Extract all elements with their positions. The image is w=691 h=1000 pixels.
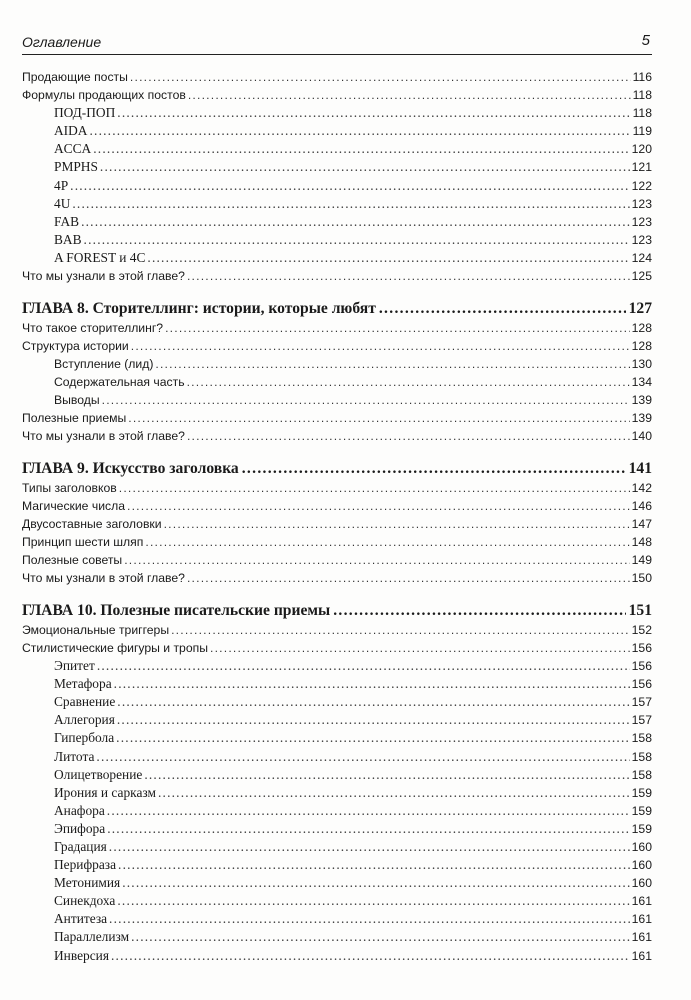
toc-subentry[interactable] bbox=[22, 104, 652, 122]
toc-entry-page: 122 bbox=[631, 178, 652, 193]
dot-leader bbox=[164, 515, 630, 533]
toc-entry-page: 139 bbox=[631, 393, 652, 407]
table-of-contents bbox=[22, 68, 652, 965]
dot-leader bbox=[130, 68, 631, 86]
toc-entry-title: ГЛАВА 8. Сторителлинг: истории, которые любят bbox=[22, 299, 376, 317]
toc-entry[interactable] bbox=[22, 479, 652, 497]
dot-leader bbox=[131, 928, 630, 946]
toc-entry-title: AIDA bbox=[54, 123, 88, 139]
toc-entry-page: 125 bbox=[631, 269, 652, 284]
toc-entry[interactable] bbox=[22, 86, 652, 104]
page-number: 5 bbox=[641, 32, 650, 49]
toc-entry-page: 118 bbox=[632, 88, 652, 103]
toc-entry-page: 156 bbox=[631, 659, 652, 674]
toc-subentry[interactable] bbox=[22, 856, 652, 874]
toc-entry[interactable] bbox=[22, 569, 652, 587]
toc-entry[interactable] bbox=[22, 427, 652, 445]
toc-entry[interactable] bbox=[22, 497, 652, 515]
toc-entry[interactable] bbox=[22, 319, 652, 337]
dot-leader bbox=[144, 766, 629, 784]
toc-entry-title: Магические числа bbox=[22, 498, 125, 513]
dot-leader bbox=[155, 355, 629, 373]
toc-subentry[interactable] bbox=[22, 158, 652, 176]
dot-leader bbox=[145, 533, 629, 551]
toc-entry-title: Метонимия bbox=[54, 875, 121, 891]
toc-chapter[interactable] bbox=[22, 459, 652, 479]
dot-leader bbox=[109, 838, 630, 856]
toc-entry-title: Содержательная часть bbox=[54, 374, 185, 389]
toc-entry-title: Ирония и сарказм bbox=[54, 784, 156, 800]
toc-entry-page: 118 bbox=[632, 106, 652, 121]
toc-chapter[interactable] bbox=[22, 299, 652, 319]
toc-subentry[interactable] bbox=[22, 355, 652, 373]
chapter-spacer bbox=[22, 587, 652, 601]
toc-entry[interactable] bbox=[22, 533, 652, 551]
dot-leader bbox=[117, 693, 629, 711]
toc-entry-title: Гипербола bbox=[54, 730, 115, 746]
dot-leader bbox=[107, 820, 629, 838]
toc-entry-title: Типы заголовков bbox=[22, 480, 117, 495]
dot-leader bbox=[379, 299, 626, 319]
toc-entry-page: 121 bbox=[631, 160, 652, 175]
toc-entry-title: FAB bbox=[54, 213, 80, 229]
dot-leader bbox=[131, 337, 630, 355]
dot-leader bbox=[171, 621, 630, 639]
toc-entry-title: Аллегория bbox=[54, 712, 115, 728]
toc-entry-title: Стилистические фигуры и тропы bbox=[22, 640, 208, 655]
dot-leader bbox=[124, 551, 629, 569]
toc-subentry[interactable] bbox=[22, 748, 652, 766]
toc-subentry[interactable] bbox=[22, 802, 652, 820]
toc-entry-title: Принцип шести шляп bbox=[22, 535, 144, 550]
toc-entry-page: 141 bbox=[628, 459, 652, 477]
toc-entry-page: 120 bbox=[631, 142, 652, 157]
dot-leader bbox=[89, 122, 630, 140]
toc-entry-page: 150 bbox=[631, 571, 652, 586]
toc-entry-page: 159 bbox=[631, 821, 652, 836]
toc-entry-page: 123 bbox=[631, 214, 652, 229]
dot-leader bbox=[96, 748, 629, 766]
toc-entry-page: 148 bbox=[631, 535, 652, 550]
toc-subentry[interactable] bbox=[22, 249, 652, 267]
toc-entry-title: Синекдоха bbox=[54, 893, 116, 909]
toc-entry[interactable] bbox=[22, 267, 652, 285]
toc-subentry[interactable] bbox=[22, 784, 652, 802]
toc-entry-title: Вступление (лид) bbox=[54, 356, 154, 371]
toc-entry-page: 147 bbox=[631, 516, 652, 531]
toc-entry-title: Эпитет bbox=[54, 658, 95, 674]
toc-entry[interactable] bbox=[22, 409, 652, 427]
toc-subentry[interactable] bbox=[22, 213, 652, 231]
toc-subentry[interactable] bbox=[22, 910, 652, 928]
toc-entry-title: Что мы узнали в этой главе? bbox=[22, 571, 185, 586]
toc-chapter[interactable] bbox=[22, 601, 652, 621]
toc-entry-title: Эпифора bbox=[54, 820, 106, 836]
toc-entry-page: 127 bbox=[628, 299, 652, 317]
dot-leader bbox=[109, 910, 630, 928]
dot-leader bbox=[111, 947, 630, 965]
toc-entry-page: 146 bbox=[631, 498, 652, 513]
toc-subentry[interactable] bbox=[22, 838, 652, 856]
toc-subentry[interactable] bbox=[22, 928, 652, 946]
dot-leader bbox=[242, 459, 626, 479]
toc-entry-page: 157 bbox=[631, 695, 652, 710]
toc-subentry[interactable] bbox=[22, 766, 652, 784]
toc-subentry[interactable] bbox=[22, 874, 652, 892]
toc-entry[interactable] bbox=[22, 68, 652, 86]
toc-entry-page: 161 bbox=[631, 894, 652, 909]
dot-leader bbox=[117, 892, 629, 910]
toc-entry-page: 160 bbox=[631, 876, 652, 891]
chapter-spacer bbox=[22, 285, 652, 299]
dot-leader bbox=[187, 569, 630, 587]
toc-subentry[interactable] bbox=[22, 195, 652, 213]
toc-entry-title: Что мы узнали в этой главе? bbox=[22, 269, 185, 284]
toc-entry-title: Что мы узнали в этой главе? bbox=[22, 429, 185, 444]
toc-entry-title: Выводы bbox=[54, 393, 100, 407]
dot-leader bbox=[102, 391, 630, 409]
toc-entry-page: 161 bbox=[631, 930, 652, 945]
dot-leader bbox=[188, 86, 631, 104]
dot-leader bbox=[116, 729, 629, 747]
dot-leader bbox=[117, 104, 630, 122]
toc-subentry[interactable] bbox=[22, 729, 652, 747]
toc-entry-page: 160 bbox=[631, 839, 652, 854]
toc-entry-page: 158 bbox=[631, 767, 652, 782]
toc-entry-page: 156 bbox=[631, 640, 652, 655]
dot-leader bbox=[165, 319, 630, 337]
toc-entry-title: Эмоциональные триггеры bbox=[22, 622, 170, 637]
dot-leader bbox=[147, 249, 629, 267]
dot-leader bbox=[128, 409, 629, 427]
toc-entry-title: Антитеза bbox=[54, 911, 108, 927]
toc-subentry[interactable] bbox=[22, 177, 652, 195]
toc-subentry[interactable] bbox=[22, 140, 652, 158]
toc-entry-page: 160 bbox=[631, 858, 652, 873]
toc-entry-page: 142 bbox=[631, 480, 652, 495]
toc-entry-page: 156 bbox=[631, 677, 652, 692]
dot-leader bbox=[70, 177, 630, 195]
toc-entry-title: Продающие посты bbox=[22, 70, 128, 84]
toc-entry-title: Литота bbox=[54, 748, 95, 764]
dot-leader bbox=[114, 675, 630, 693]
toc-entry-title: Перифраза bbox=[54, 857, 117, 873]
chapter-spacer bbox=[22, 445, 652, 459]
toc-subentry[interactable] bbox=[22, 675, 652, 693]
toc-entry-title: Метафора bbox=[54, 676, 112, 692]
dot-leader bbox=[84, 231, 630, 249]
toc-entry-page: 119 bbox=[632, 124, 652, 139]
toc-subentry[interactable] bbox=[22, 391, 652, 409]
toc-subentry[interactable] bbox=[22, 947, 652, 965]
toc-entry-page: 123 bbox=[631, 196, 652, 211]
toc-entry-page: 159 bbox=[631, 803, 652, 818]
toc-entry-page: 158 bbox=[631, 749, 652, 764]
toc-subentry[interactable] bbox=[22, 657, 652, 675]
toc-entry-page: 123 bbox=[631, 232, 652, 247]
toc-entry[interactable] bbox=[22, 639, 652, 657]
running-header bbox=[22, 32, 652, 55]
toc-entry-title: ГЛАВА 10. Полезные писательские приемы bbox=[22, 601, 331, 619]
toc-entry-page: 139 bbox=[631, 411, 652, 426]
toc-entry-title: ГЛАВА 9. Искусство заголовка bbox=[22, 459, 239, 477]
dot-leader bbox=[118, 856, 630, 874]
dot-leader bbox=[100, 158, 630, 176]
toc-entry[interactable] bbox=[22, 551, 652, 569]
toc-entry-page: 161 bbox=[631, 912, 652, 927]
toc-entry-title: Двусоставные заголовки bbox=[22, 516, 162, 531]
toc-entry-page: 128 bbox=[631, 338, 652, 353]
toc-entry-title: Анафора bbox=[54, 802, 105, 818]
dot-leader bbox=[72, 195, 629, 213]
toc-entry[interactable] bbox=[22, 337, 652, 355]
toc-subentry[interactable] bbox=[22, 711, 652, 729]
toc-entry-title: Олицетворение bbox=[54, 766, 143, 782]
section-title: Оглавление bbox=[22, 34, 102, 50]
dot-leader bbox=[122, 874, 629, 892]
dot-leader bbox=[107, 802, 630, 820]
dot-leader bbox=[187, 373, 630, 391]
toc-entry-title: Полезные приемы bbox=[22, 411, 127, 426]
dot-leader bbox=[119, 479, 630, 497]
toc-entry-title: 4U bbox=[54, 195, 71, 211]
toc-entry-title: Инверсия bbox=[54, 947, 109, 963]
dot-leader bbox=[117, 711, 630, 729]
toc-entry-page: 134 bbox=[631, 374, 652, 389]
toc-entry-title: A FOREST и 4C bbox=[54, 249, 146, 265]
toc-entry[interactable] bbox=[22, 515, 652, 533]
toc-entry-title: 4P bbox=[54, 177, 69, 193]
toc-entry-title: ПОД-ПОП bbox=[54, 105, 116, 121]
dot-leader bbox=[93, 140, 629, 158]
toc-entry-title: Структура истории bbox=[22, 338, 129, 353]
toc-entry[interactable] bbox=[22, 621, 652, 639]
dot-leader bbox=[333, 601, 625, 621]
toc-entry-page: 158 bbox=[631, 731, 652, 746]
toc-entry-page: 130 bbox=[631, 356, 652, 371]
dot-leader bbox=[97, 657, 630, 675]
dot-leader bbox=[210, 639, 630, 657]
toc-entry-title: Параллелизм bbox=[54, 929, 130, 945]
dot-leader bbox=[127, 497, 630, 515]
toc-entry-title: Что такое сторителлинг? bbox=[22, 320, 164, 335]
toc-subentry[interactable] bbox=[22, 122, 652, 140]
toc-entry-title: BAB bbox=[54, 231, 82, 247]
toc-entry-page: 116 bbox=[632, 70, 652, 84]
toc-subentry[interactable] bbox=[22, 820, 652, 838]
toc-entry-page: 152 bbox=[631, 622, 652, 637]
toc-subentry[interactable] bbox=[22, 373, 652, 391]
toc-entry-title: Сравнение bbox=[54, 694, 116, 710]
toc-entry-title: Формулы продающих постов bbox=[22, 88, 186, 103]
toc-entry-page: 161 bbox=[631, 948, 652, 963]
dot-leader bbox=[158, 784, 630, 802]
toc-entry-page: 140 bbox=[631, 429, 652, 444]
toc-entry-page: 151 bbox=[628, 601, 652, 619]
toc-entry-title: Градация bbox=[54, 838, 107, 854]
toc-entry-title: PMPHS bbox=[54, 159, 98, 175]
dot-leader bbox=[81, 213, 630, 231]
toc-entry-title: ACCA bbox=[54, 141, 92, 157]
toc-entry-page: 128 bbox=[631, 320, 652, 335]
toc-entry-page: 149 bbox=[631, 553, 652, 568]
dot-leader bbox=[187, 267, 630, 285]
toc-entry-page: 157 bbox=[631, 713, 652, 728]
toc-entry-title: Полезные советы bbox=[22, 553, 123, 568]
toc-subentry[interactable] bbox=[22, 231, 652, 249]
toc-entry-page: 159 bbox=[631, 785, 652, 800]
toc-entry-page: 124 bbox=[631, 250, 652, 265]
toc-subentry[interactable] bbox=[22, 892, 652, 910]
toc-subentry[interactable] bbox=[22, 693, 652, 711]
dot-leader bbox=[187, 427, 630, 445]
